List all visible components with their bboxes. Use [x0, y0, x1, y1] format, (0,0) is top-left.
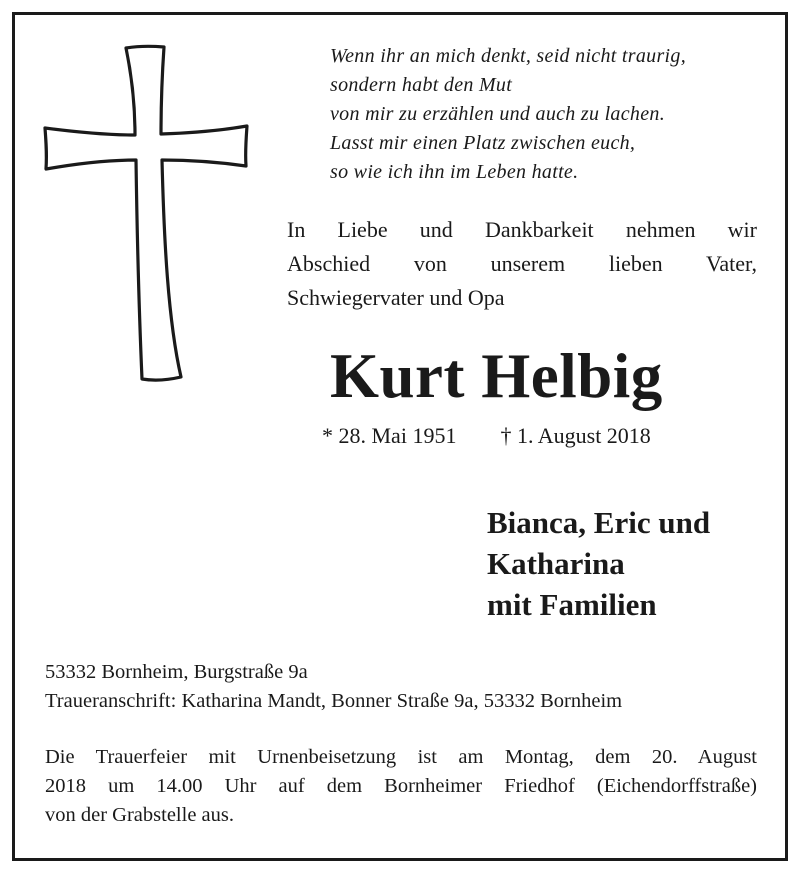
intro-line: Abschied von unserem lieben Vater, — [287, 251, 757, 276]
poem-line: von mir zu erzählen und auch zu lachen. — [330, 103, 665, 125]
intro-line: In Liebe und Dankbarkeit nehmen wir — [287, 217, 757, 242]
poem-line: Wenn ihr an mich denkt, seid nicht traurig, — [330, 45, 687, 67]
family-line: Katharina — [487, 546, 625, 581]
poem-line: Lasst mir einen Platz zwischen euch, — [330, 132, 636, 154]
poem-line: so wie ich ihn im Leben hatte. — [330, 161, 579, 183]
intro-line: Schwiegervater und Opa — [287, 285, 505, 310]
residence-address: 53332 Bornheim, Burgstraße 9a — [45, 661, 308, 683]
poem — [330, 42, 770, 187]
life-dates — [322, 421, 651, 451]
death-date: † 1. August 2018 — [500, 423, 651, 448]
family-signature — [487, 502, 710, 625]
intro-text — [287, 213, 757, 315]
ceremony-line: 2018 um 14.00 Uhr auf dem Bornheimer Friedhof (Eichendorffstraße) — [45, 775, 757, 797]
ceremony-info — [45, 743, 757, 830]
cross-icon — [40, 40, 255, 385]
ceremony-line: Die Trauerfeier mit Urnenbeisetzung ist am Montag, dem 20. August — [45, 746, 757, 768]
family-line: Bianca, Eric und — [487, 505, 711, 540]
family-line: mit Familien — [487, 587, 657, 622]
mourning-address: Traueranschrift: Katharina Mandt, Bonner Straße 9a, 53332 Bornheim — [45, 690, 623, 712]
birth-date: * 28. Mai 1951 — [322, 423, 457, 448]
poem-line: sondern habt den Mut — [330, 74, 513, 96]
ceremony-line: von der Grabstelle aus. — [45, 804, 234, 826]
deceased-name: Kurt Helbig — [330, 341, 663, 411]
address-block — [45, 658, 622, 716]
